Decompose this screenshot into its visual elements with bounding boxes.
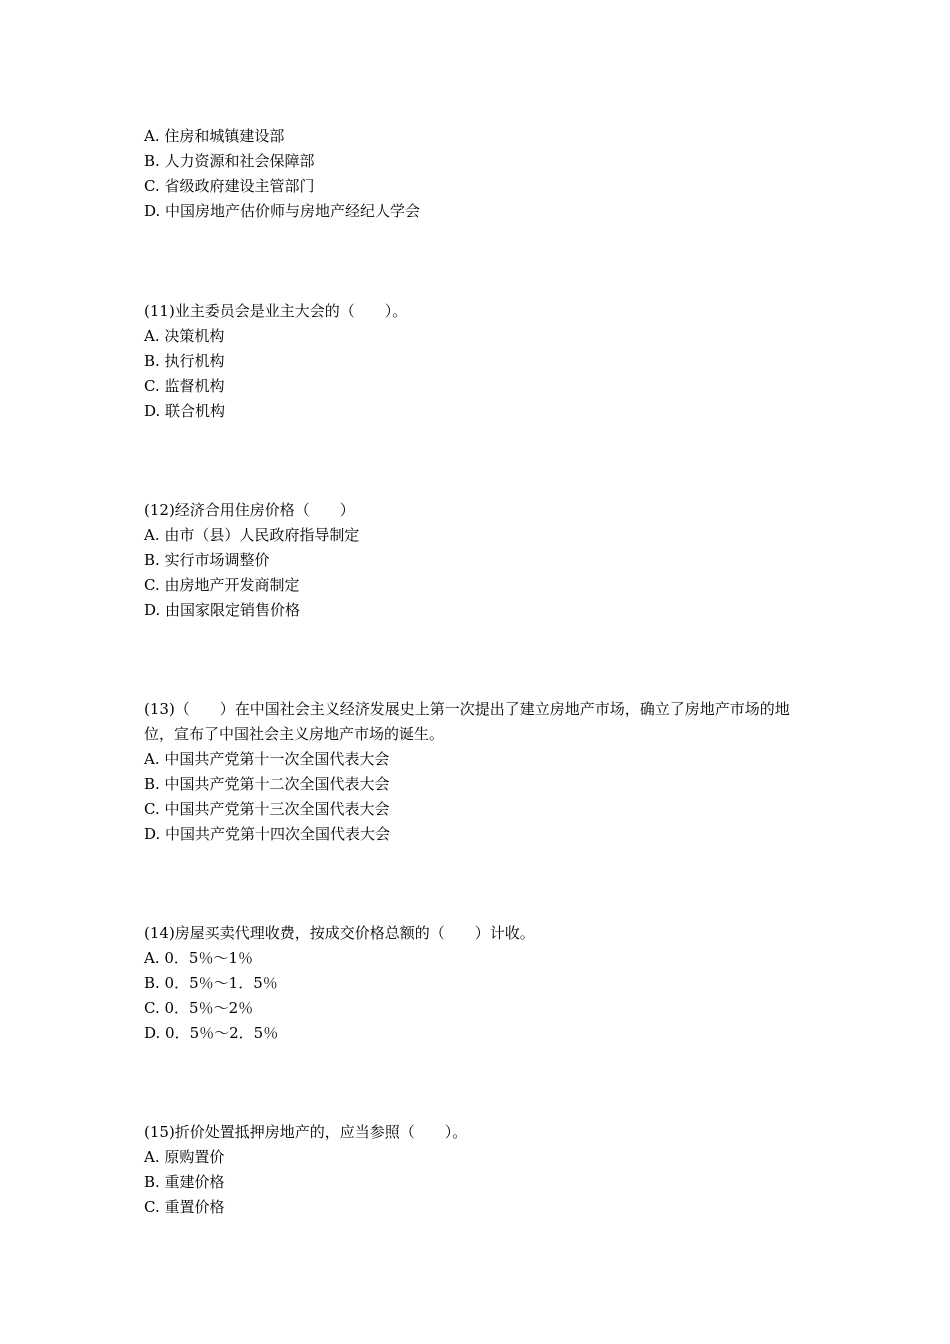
option-a: A. 原购置价 (144, 1148, 225, 1166)
option-b: B. 执行机构 (144, 352, 225, 370)
option-c: C. 0．5％～2％ (144, 999, 254, 1017)
option-a: A. 由市（县）人民政府指导制定 (144, 526, 360, 544)
question-10 (144, 124, 814, 224)
option-a: A. 0．5％～1％ (144, 949, 253, 967)
option-c: C. 重置价格 (144, 1198, 225, 1216)
option-a: A. 决策机构 (144, 327, 225, 345)
spacer (144, 224, 814, 299)
question-15 (144, 1120, 814, 1220)
option-b: B. 0．5％～1．5％ (144, 974, 278, 992)
question-stem: (15)折价处置抵押房地产的，应当参照（ ）。 (144, 1123, 468, 1141)
option-a: A. 中国共产党第十一次全国代表大会 (144, 750, 390, 768)
spacer (144, 623, 814, 697)
option-d: D. 中国房地产估价师与房地产经纪人学会 (144, 202, 421, 220)
question-13 (144, 697, 814, 847)
spacer (144, 847, 814, 921)
document-page (144, 124, 814, 1220)
option-d: D. 由国家限定销售价格 (144, 601, 301, 619)
spacer (144, 424, 814, 498)
question-stem: (13)（ ）在中国社会主义经济发展史上第一次提出了建立房地产市场，确立了房地产市场的地位，宣布了中国社会主义房地产市场的诞生。 (144, 700, 790, 743)
option-c: C. 省级政府建设主管部门 (144, 177, 315, 195)
option-c: C. 监督机构 (144, 377, 225, 395)
option-b: B. 实行市场调整价 (144, 551, 270, 569)
option-b: B. 重建价格 (144, 1173, 225, 1191)
question-14 (144, 921, 814, 1046)
option-d: D. 中国共产党第十四次全国代表大会 (144, 825, 391, 843)
option-a: A. 住房和城镇建设部 (144, 127, 285, 145)
option-d: D. 0．5％～2．5％ (144, 1024, 279, 1042)
option-b: B. 人力资源和社会保障部 (144, 152, 315, 170)
option-c: C. 由房地产开发商制定 (144, 576, 300, 594)
question-12 (144, 498, 814, 623)
question-stem: (12)经济合用住房价格（ ） (144, 501, 355, 519)
question-stem: (14)房屋买卖代理收费，按成交价格总额的（ ）计收。 (144, 924, 535, 942)
question-11 (144, 299, 814, 424)
option-d: D. 联合机构 (144, 402, 226, 420)
option-b: B. 中国共产党第十二次全国代表大会 (144, 775, 390, 793)
spacer (144, 1046, 814, 1120)
option-c: C. 中国共产党第十三次全国代表大会 (144, 800, 390, 818)
question-stem: (11)业主委员会是业主大会的（ ）。 (144, 302, 408, 320)
